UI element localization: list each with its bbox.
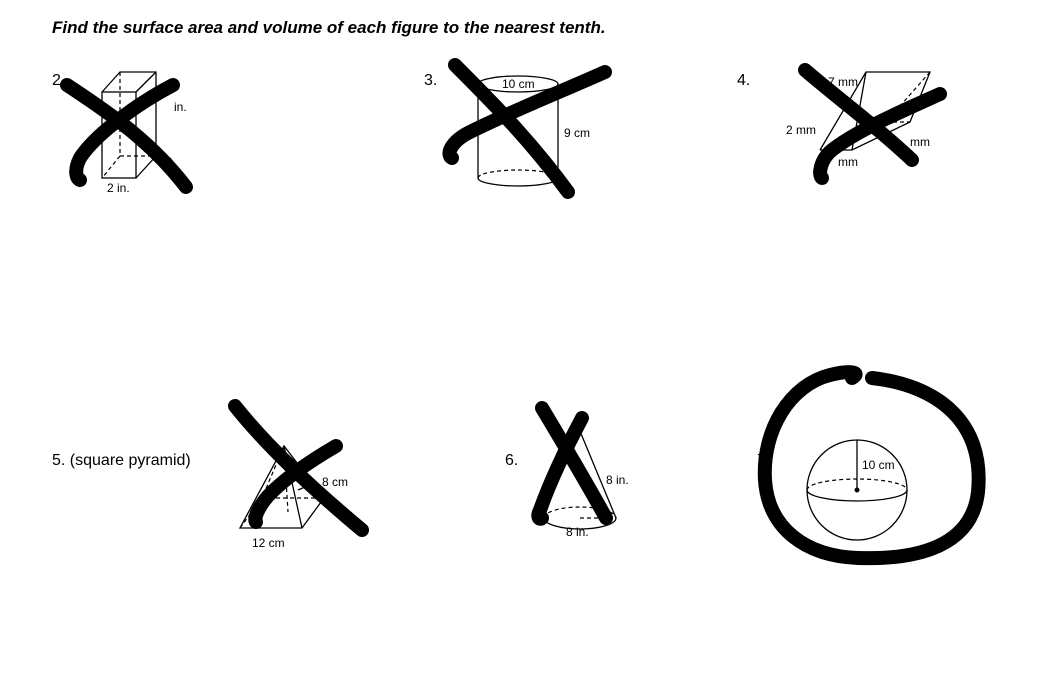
problem-5-figure	[235, 406, 362, 550]
label-cylinder-height: 9 cm	[564, 126, 591, 140]
problem-2-figure	[67, 72, 187, 195]
problem-4-number: 4.	[737, 72, 751, 89]
problem-7-number: 7	[757, 452, 766, 469]
label-prism-width: 2 in.	[107, 181, 130, 195]
problem-2-number: 2.	[52, 72, 66, 89]
label-pyramid-slant: 8 cm	[322, 475, 349, 489]
instructions: Find the surface area and volume of each figure to the nearest tenth.	[52, 18, 606, 37]
cross-out-mark	[805, 70, 940, 178]
cross-out-mark	[538, 408, 606, 519]
label-triangle-base: mm	[838, 155, 858, 169]
label-cylinder-diameter: 10 cm	[502, 77, 535, 91]
problem-3-figure	[449, 65, 605, 192]
label-prism-height: in.	[163, 153, 176, 167]
label-prism-depth: in.	[174, 100, 187, 114]
problem-7-figure	[765, 372, 979, 558]
problem-4-figure	[786, 70, 940, 178]
problem-5-number: 5. (square pyramid)	[52, 452, 191, 469]
label-triangle-height: 2 mm	[786, 123, 816, 137]
problem-6-number: 6.	[505, 452, 519, 469]
cross-out-mark	[67, 85, 186, 187]
problem-6-figure	[538, 408, 628, 539]
label-pyramid-base: 12 cm	[252, 536, 285, 550]
label-cone-diameter: 8 in.	[566, 525, 589, 539]
label-cone-slant: 8 in.	[606, 473, 629, 487]
problem-3-number: 3.	[424, 72, 438, 89]
label-triangle-side: 7 mm	[828, 75, 858, 89]
sphere	[807, 440, 907, 540]
label-sphere-radius: 10 cm	[862, 458, 895, 472]
label-prism-length: mm	[910, 135, 930, 149]
